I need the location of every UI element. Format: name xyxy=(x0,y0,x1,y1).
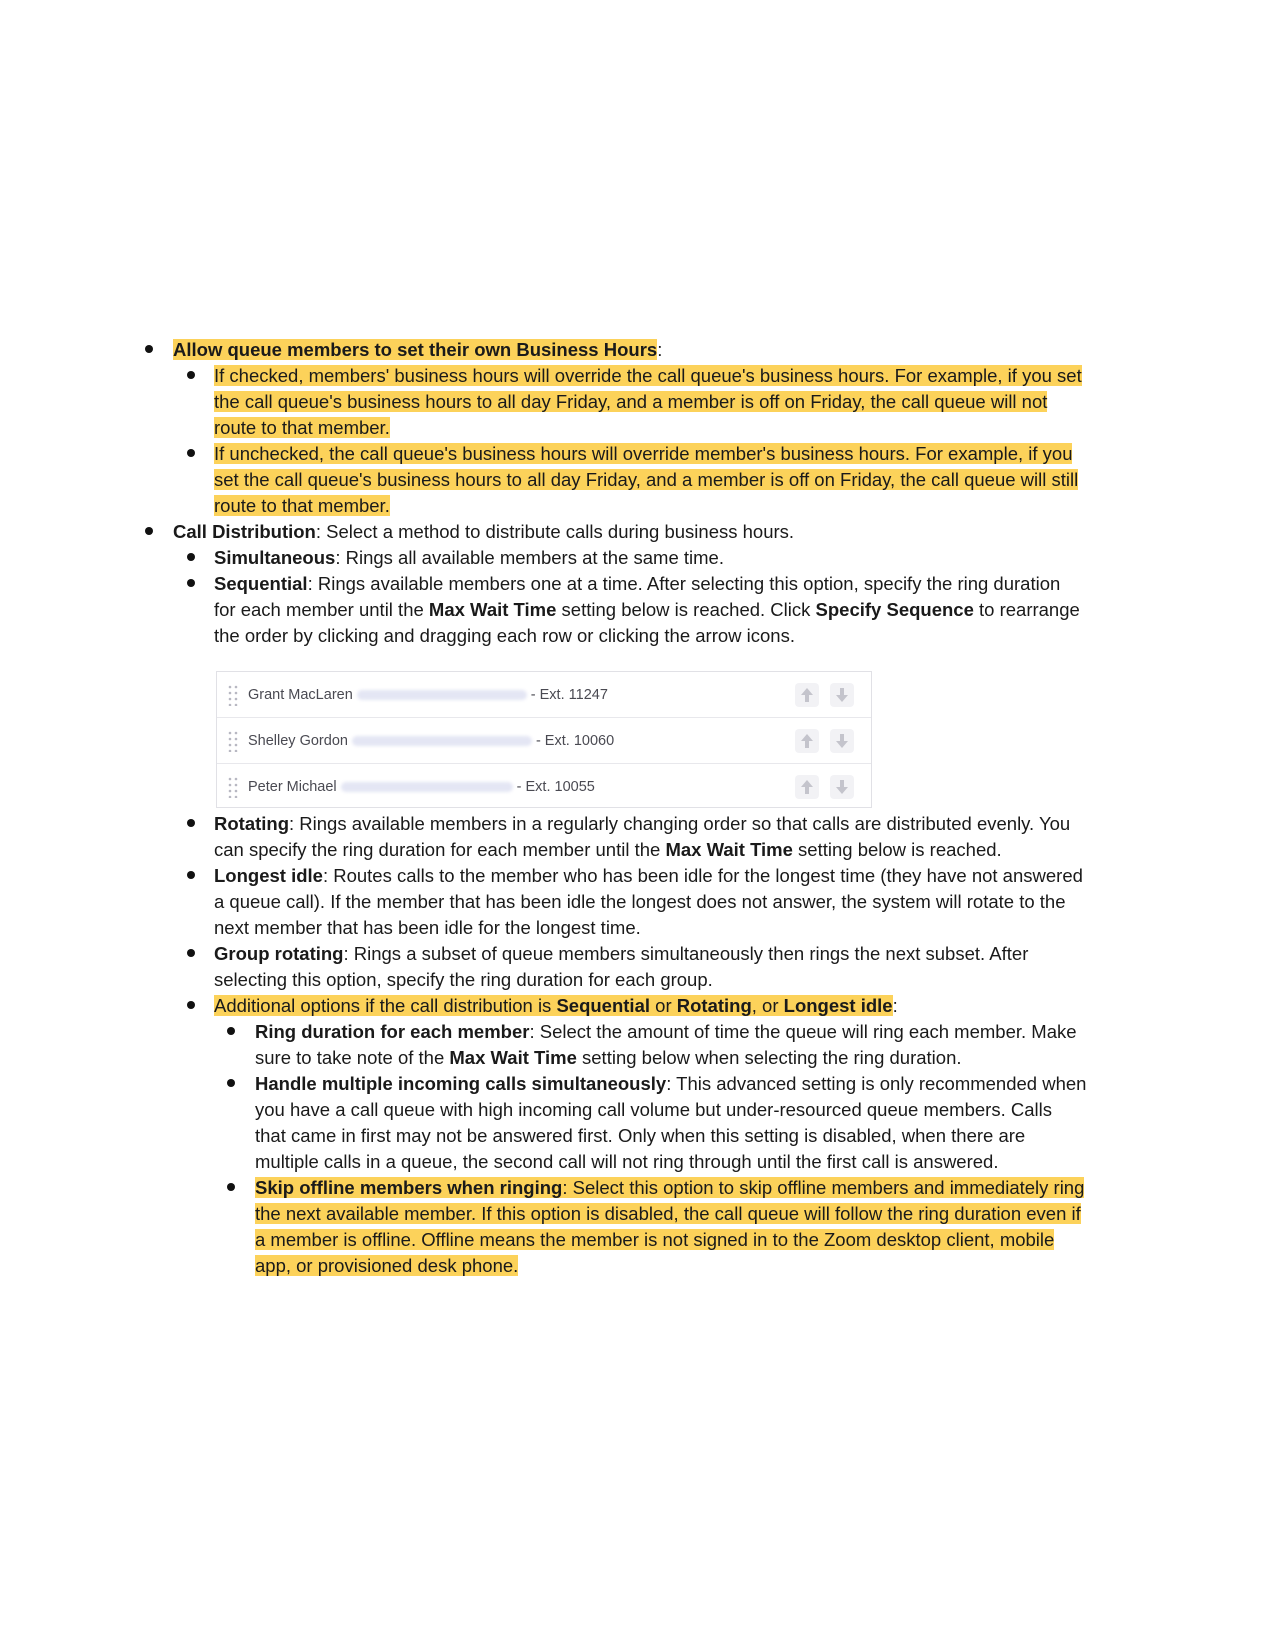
bullet-level2 xyxy=(187,1001,195,1009)
bullet-level2 xyxy=(187,579,195,587)
multiple-calls-text-1: : This advanced setting is only recommended when xyxy=(666,1073,1087,1094)
sequential-text-2a: for each member until the xyxy=(214,599,429,620)
member-row[interactable] xyxy=(217,672,871,718)
unchecked-text-1: If unchecked, the call queue's business hours will override member's business hours. For example, if you xyxy=(214,443,1073,464)
arrow-up-icon xyxy=(800,733,814,749)
skip-offline-text-3: a member is offline. Offline means the member is not signed in to the Zoom desktop client, mobile xyxy=(255,1229,1055,1250)
unchecked-text-3: route to that member. xyxy=(214,495,390,516)
group-rotating-line-2 xyxy=(214,966,713,993)
group-rotating-text-1: : Rings a subset of queue members simultaneously then rings the next subset. After xyxy=(343,943,1029,964)
multiple-calls-text-3: that came in first may not be answered first. Only when this setting is disabled, when there are xyxy=(255,1125,1026,1146)
skip-offline-line-2 xyxy=(255,1200,1081,1227)
member-name: Shelley Gordon xyxy=(248,733,348,749)
bullet-level2 xyxy=(187,949,195,957)
call-distribution-title: Call Distribution xyxy=(173,521,316,542)
move-down-button[interactable] xyxy=(830,775,854,799)
section1-colon: : xyxy=(657,339,663,360)
ring-duration-line-1 xyxy=(255,1018,1077,1045)
rotating-text-2c: setting below is reached. xyxy=(792,839,1002,860)
sequential-line-3 xyxy=(214,622,795,649)
additional-text-e: , or xyxy=(751,995,784,1016)
move-down-button[interactable] xyxy=(830,683,854,707)
bullet-level3 xyxy=(227,1183,235,1191)
member-ext: - Ext. 11247 xyxy=(530,687,608,703)
sequential-term: Sequential xyxy=(214,573,308,594)
additional-text-c: or xyxy=(650,995,677,1016)
longest-idle-term: Longest idle xyxy=(214,865,323,886)
skip-offline-line-3 xyxy=(255,1226,1054,1253)
checked-text-2: the call queue's business hours to all day Friday, and a member is off on Friday, the call queue will not xyxy=(214,391,1048,412)
rotating-text-2a: can specify the ring duration for each member until the xyxy=(214,839,666,860)
bullet-level2 xyxy=(187,371,195,379)
call-distribution-heading xyxy=(173,518,794,545)
rotating-line-1 xyxy=(214,810,1070,837)
additional-options-highlight xyxy=(214,995,893,1016)
section1-title: Allow queue members to set their own Business Hours xyxy=(173,339,658,360)
blurred-email xyxy=(352,736,532,746)
skip-offline-text-4: app, or provisioned desk phone. xyxy=(255,1255,519,1276)
skip-offline-text-2: the next available member. If this option is disabled, the call queue will follow the ring duration even if xyxy=(255,1203,1081,1224)
bullet-level1 xyxy=(145,345,153,353)
ring-duration-text-2a: sure to take note of the xyxy=(255,1047,450,1068)
call-distribution-text: : Select a method to distribute calls during business hours. xyxy=(315,521,795,542)
longest-idle-line-1 xyxy=(214,862,1083,889)
rotating-text-1: : Rings available members in a regularly changing order so that calls are distributed evenly. You xyxy=(289,813,1071,834)
unchecked-line-1 xyxy=(214,440,1072,467)
move-up-button[interactable] xyxy=(795,729,819,753)
bullet-level3 xyxy=(227,1027,235,1035)
member-name: Peter Michael xyxy=(248,779,337,795)
multiple-calls-text-2: you have a call queue with high incoming call volume but under-resourced queue members. Calls xyxy=(255,1099,1052,1120)
member-ext: - Ext. 10060 xyxy=(535,733,615,749)
ring-duration-text-1: : Select the amount of time the queue will ring each member. Make xyxy=(529,1021,1077,1042)
ring-duration-term: Ring duration for each member xyxy=(255,1021,530,1042)
simultaneous-text: : Rings all available members at the same time. xyxy=(335,547,724,568)
multiple-calls-line-1 xyxy=(255,1070,1086,1097)
move-up-button[interactable] xyxy=(795,683,819,707)
member-row[interactable] xyxy=(217,764,871,810)
member-label xyxy=(248,672,608,718)
additional-longest-idle: Longest idle xyxy=(783,995,893,1016)
sequential-text-1: : Rings available members one at a time. After selecting this option, specify the ring duration xyxy=(307,573,1061,594)
checked-line-3 xyxy=(214,414,390,441)
sequential-text-2c: setting below is reached. Click xyxy=(556,599,816,620)
group-rotating-line-1 xyxy=(214,940,1028,967)
blurred-email xyxy=(357,690,527,700)
group-rotating-text-2: selecting this option, specify the ring duration for each group. xyxy=(214,969,713,990)
sequential-max-wait: Max Wait Time xyxy=(428,599,557,620)
bullet-level2 xyxy=(187,449,195,457)
member-label xyxy=(248,764,595,810)
skip-offline-line-4 xyxy=(255,1252,518,1279)
multiple-calls-line-4 xyxy=(255,1148,998,1175)
multiple-calls-line-2 xyxy=(255,1096,1052,1123)
arrow-down-icon xyxy=(835,779,849,795)
member-sequence-list xyxy=(216,671,872,808)
longest-idle-text-3: next member that has been idle for the longest time. xyxy=(214,917,641,938)
member-name: Grant MacLaren xyxy=(248,687,353,703)
checked-text-1: If checked, members' business hours will override the call queue's business hours. For example, if you set xyxy=(214,365,1082,386)
bullet-level2 xyxy=(187,871,195,879)
bullet-level2 xyxy=(187,819,195,827)
skip-offline-text-1: : Select this option to skip offline members and immediately ring xyxy=(562,1177,1085,1198)
checked-line-1 xyxy=(214,362,1082,389)
skip-offline-line-1 xyxy=(255,1174,1084,1201)
ring-duration-max-wait: Max Wait Time xyxy=(449,1047,577,1068)
arrow-down-icon xyxy=(835,733,849,749)
unchecked-text-2: set the call queue's business hours to all day Friday, and a member is off on Friday, the call queue will still xyxy=(214,469,1079,490)
additional-text-a: Additional options if the call distribution is xyxy=(214,995,557,1016)
drag-handle-icon[interactable] xyxy=(228,684,238,706)
simultaneous-term: Simultaneous xyxy=(214,547,336,568)
arrow-down-icon xyxy=(835,687,849,703)
blurred-email xyxy=(341,782,513,792)
longest-idle-line-2 xyxy=(214,888,1066,915)
unchecked-line-3 xyxy=(214,492,390,519)
sequential-text-2e: to rearrange xyxy=(973,599,1080,620)
arrow-up-icon xyxy=(800,687,814,703)
additional-colon: : xyxy=(892,995,898,1016)
unchecked-line-2 xyxy=(214,466,1078,493)
bullet-level3 xyxy=(227,1079,235,1087)
member-row[interactable] xyxy=(217,718,871,764)
ring-duration-text-2c: setting below when selecting the ring duration. xyxy=(576,1047,962,1068)
move-down-button[interactable] xyxy=(830,729,854,753)
group-rotating-term: Group rotating xyxy=(214,943,344,964)
simultaneous-item xyxy=(214,544,724,571)
member-ext: - Ext. 10055 xyxy=(516,779,595,795)
ring-duration-line-2 xyxy=(255,1044,962,1071)
checked-text-3: route to that member. xyxy=(214,417,390,438)
multiple-calls-line-3 xyxy=(255,1122,1025,1149)
multiple-calls-term: Handle multiple incoming calls simultaneously xyxy=(255,1073,667,1094)
sequential-specify-sequence: Specify Sequence xyxy=(815,599,974,620)
additional-sequential: Sequential xyxy=(556,995,651,1016)
rotating-max-wait: Max Wait Time xyxy=(665,839,793,860)
sequential-line-2 xyxy=(214,596,1080,623)
section1-heading xyxy=(173,336,662,363)
multiple-calls-text-4: multiple calls in a queue, the second call will not ring through until the first call is answered. xyxy=(255,1151,999,1172)
move-up-button[interactable] xyxy=(795,775,819,799)
rotating-term: Rotating xyxy=(214,813,290,834)
checked-line-2 xyxy=(214,388,1047,415)
bullet-level2 xyxy=(187,553,195,561)
sequential-line-1 xyxy=(214,570,1060,597)
member-label xyxy=(248,718,614,764)
drag-handle-icon[interactable] xyxy=(228,776,238,798)
longest-idle-line-3 xyxy=(214,914,641,941)
additional-options-heading xyxy=(214,992,898,1019)
bullet-level1 xyxy=(145,527,153,535)
additional-rotating: Rotating xyxy=(676,995,752,1016)
drag-handle-icon[interactable] xyxy=(228,730,238,752)
skip-offline-highlight-1 xyxy=(255,1177,1084,1198)
rotating-line-2 xyxy=(214,836,1002,863)
sequential-text-3: the order by clicking and dragging each row or clicking the arrow icons. xyxy=(214,625,795,646)
longest-idle-text-1: : Routes calls to the member who has been idle for the longest time (they have not answered xyxy=(322,865,1083,886)
skip-offline-term: Skip offline members when ringing xyxy=(255,1177,563,1198)
arrow-up-icon xyxy=(800,779,814,795)
longest-idle-text-2: a queue call). If the member that has been idle the longest does not answer, the system will rotate to the xyxy=(214,891,1066,912)
